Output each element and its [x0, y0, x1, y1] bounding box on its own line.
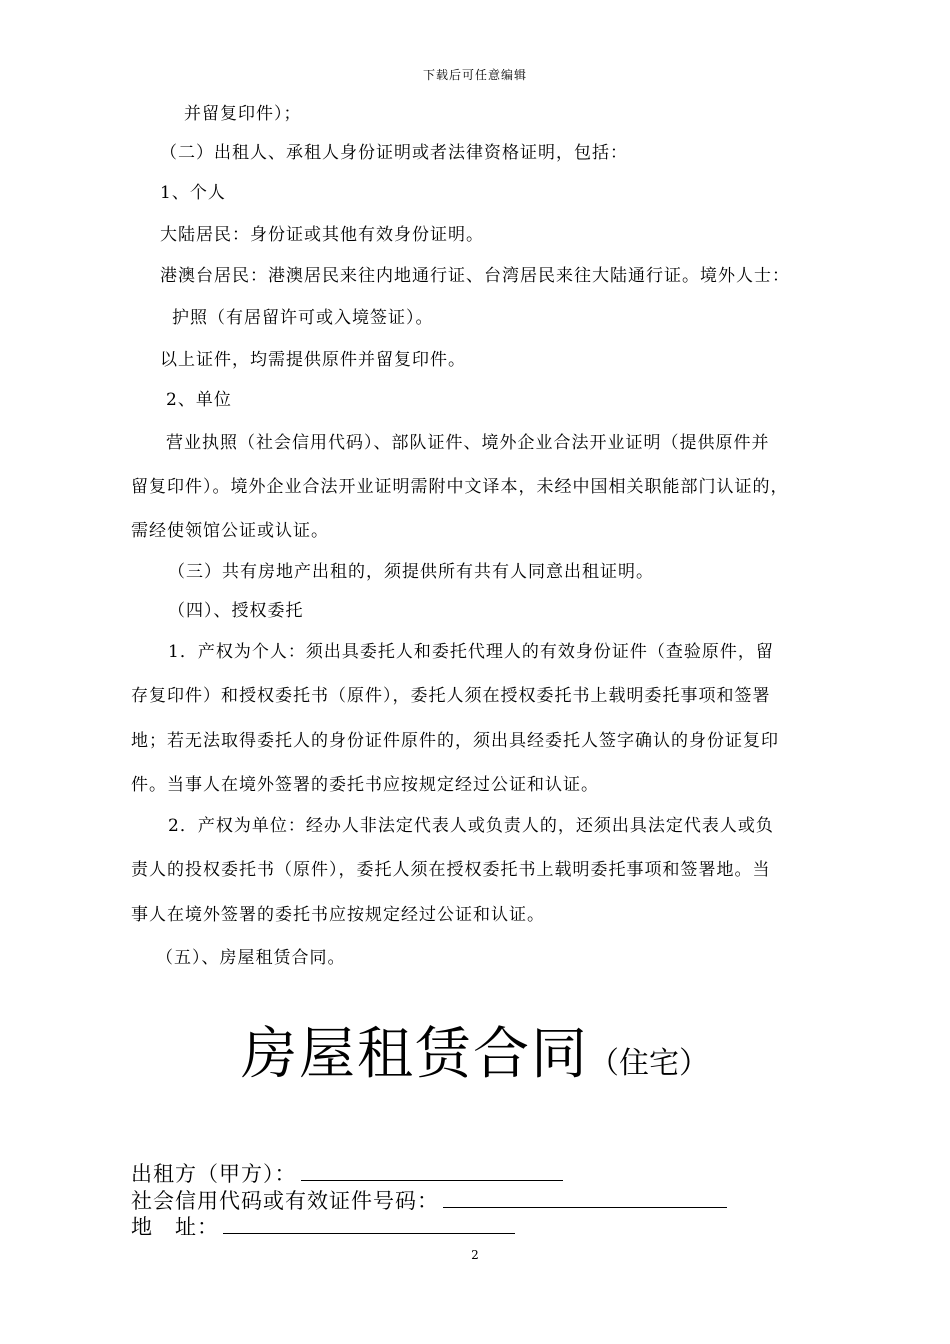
body-line: 件。当事人在境外签署的委托书应按规定经过公证和认证。: [131, 775, 599, 795]
body-line: 1．产权为个人：须出具委托人和委托代理人的有效身份证件（查验原件，留: [168, 642, 774, 662]
lessor-blank[interactable]: [301, 1158, 563, 1181]
body-line: 地；若无法取得委托人的身份证件原件的，须出具经委托人签字确认的身份证复印: [131, 731, 779, 751]
body-line: 并留复印件）；: [184, 104, 302, 124]
contract-title: [0, 1010, 950, 1090]
body-line: 大陆居民：身份证或其他有效身份证明。: [160, 225, 484, 245]
contract-title-main: 房屋租赁合同: [241, 1022, 589, 1087]
contract-title-sub: （住宅）: [589, 1046, 709, 1081]
body-line: 存复印件）和授权委托书（原件），委托人须在授权委托书上载明委托事项和签署: [131, 686, 771, 706]
address-field: [131, 1211, 515, 1241]
body-line: （五）、房屋租赁合同。: [156, 948, 346, 968]
body-line: 以上证件，均需提供原件并留复印件。: [160, 350, 466, 370]
lessor-label: 出租方（甲方）：: [131, 1162, 297, 1186]
address-label: 地 址：: [131, 1215, 219, 1239]
body-line: 责人的投权委托书（原件），委托人须在授权委托书上载明委托事项和签署地。当: [131, 860, 771, 880]
lessor-field: [131, 1158, 563, 1188]
body-line: 护照（有居留许可或入境签证）。: [172, 308, 434, 328]
body-line: （四）、授权委托: [168, 601, 304, 621]
body-line: 营业执照（社会信用代码）、部队证件、境外企业合法开业证明（提供原件并: [166, 433, 770, 453]
credit-code-label: 社会信用代码或有效证件号码：: [131, 1189, 439, 1213]
body-line: （三）共有房地产出租的，须提供所有共有人同意出租证明。: [168, 562, 654, 582]
page-number: 2: [471, 1248, 479, 1262]
body-line: 需经使领馆公证或认证。: [131, 521, 329, 541]
credit-code-blank[interactable]: [443, 1185, 727, 1208]
body-line: 2、单位: [166, 390, 232, 410]
body-line: 留复印件）。境外企业合法开业证明需附中文译本，未经中国相关职能部门认证的，: [131, 477, 789, 497]
body-line: （二）出租人、承租人身份证明或者法律资格证明，包括：: [160, 143, 628, 163]
page-header: 下载后可任意编辑: [422, 68, 527, 82]
body-line: 1、个人: [160, 183, 226, 203]
address-blank[interactable]: [223, 1211, 515, 1234]
body-line: 2．产权为单位：经办人非法定代表人或负责人的，还须出具法定代表人或负: [168, 816, 774, 836]
body-line: 港澳台居民：港澳居民来往内地通行证、台湾居民来往大陆通行证。境外人士：: [160, 266, 790, 286]
body-line: 事人在境外签署的委托书应按规定经过公证和认证。: [131, 905, 545, 925]
